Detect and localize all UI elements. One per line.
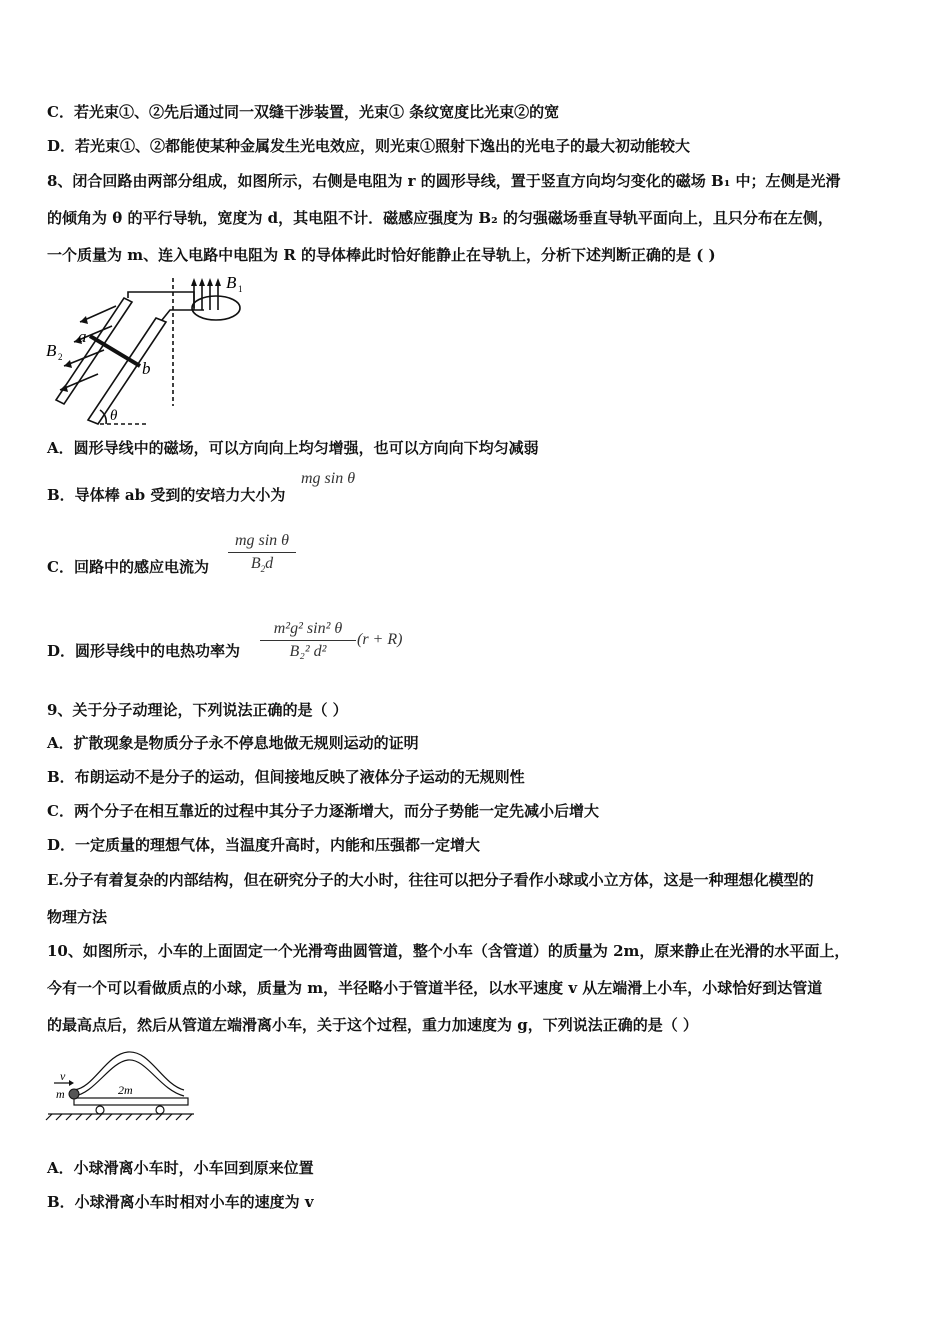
- q8-option-c: C．回路中的感应电流为: [47, 558, 209, 576]
- q8-stem-line2: 的倾角为 θ 的平行导轨，宽度为 d，其电阻不计．磁感应强度为 B₂ 的匀强磁场垂直导轨平面向上，且只分布在左侧，: [47, 209, 833, 227]
- q9-option-e-line2: 物理方法: [47, 908, 108, 926]
- q8-option-d: D．圆形导线中的电热功率为: [47, 642, 241, 660]
- q8-option-d-factor: (r + R): [357, 631, 403, 648]
- q10-stem-line3: 的最高点后，然后从管道左端滑离小车，关于这个过程，重力加速度为 g，下列说法正确的是（ ）: [47, 1016, 698, 1034]
- q8-option-d-denominator: B₂² d²: [289, 643, 327, 660]
- q8-option-b: B．导体棒 ab 受到的安培力大小为: [47, 486, 286, 504]
- q10-ball: [69, 1089, 79, 1099]
- q8-option-d-numerator: m²g² sin² θ: [273, 620, 343, 637]
- q9-stem: 9、关于分子动理论，下列说法正确的是（ ）: [47, 701, 348, 719]
- q8-label-theta: θ: [110, 408, 118, 424]
- q8-option-c-numerator: mg sin θ: [234, 532, 290, 549]
- q8-stem-line3: 一个质量为 m、连入电路中电阻为 R 的导体棒此时恰好能静止在导轨上，分析下述判断正确的是 ( ): [47, 246, 716, 264]
- q7-option-c: C．若光束①、②先后通过同一双缝干涉装置，光束① 条纹宽度比光束②的宽: [47, 103, 560, 121]
- q10-label-m: m: [56, 1087, 65, 1101]
- q8-option-d-fraction: [260, 618, 356, 663]
- q8-option-b-formula: mg sin θ: [301, 470, 356, 487]
- q8-option-c-denominator: $B_2d$: [250, 555, 274, 575]
- q8-label-b2-sub: 2: [58, 352, 63, 362]
- q8-option-a: A．圆形导线中的磁场，可以方向向上均匀增强，也可以方向向下均匀减弱: [47, 439, 539, 457]
- q9-option-a: A．扩散现象是物质分子永不停息地做无规则运动的证明: [47, 734, 419, 752]
- q8-label-b1: B: [226, 273, 237, 292]
- q10-label-v: v: [60, 1069, 66, 1083]
- q10-figure-cart-tube: [44, 1050, 214, 1124]
- q10-stem-line2: 今有一个可以看做质点的小球，质量为 m，半径略小于管道半径，以水平速度 v 从左端滑上小车，小球恰好到达管道: [47, 979, 823, 997]
- q8-label-b2: B: [46, 341, 57, 360]
- q8-option-c-fraction: [228, 530, 296, 580]
- q7-option-d: D．若光束①、②都能使某种金属发生光电效应，则光束①照射下逸出的光电子的最大初动能较大: [47, 137, 691, 155]
- q10-stem-line1: 10、如图所示，小车的上面固定一个光滑弯曲圆管道，整个小车（含管道）的质量为 2m，原来静止在光滑的水平面上，: [47, 942, 850, 960]
- q8-stem-line1: 8、闭合回路由两部分组成，如图所示，右侧是电阻为 r 的圆形导线，置于竖直方向均匀变化的磁场 B₁ 中；左侧是光滑: [47, 172, 841, 190]
- q10-label-cart-mass: 2m: [118, 1083, 133, 1097]
- q9-option-b: B．布朗运动不是分子的运动，但间接地反映了液体分子运动的无规则性: [47, 768, 525, 786]
- q9-option-d: D．一定质量的理想气体，当温度升高时，内能和压强都一定增大: [47, 836, 481, 854]
- q10-option-a: A．小球滑离小车时，小车回到原来位置: [47, 1159, 314, 1177]
- q9-option-c: C．两个分子在相互靠近的过程中其分子力逐渐增大，而分子势能一定先减小后增大: [47, 802, 599, 820]
- q8-label-b1-sub: 1: [238, 284, 243, 294]
- q8-label-b: b: [142, 359, 151, 378]
- q9-option-e-line1: E.分子有着复杂的内部结构，但在研究分子的大小时，往往可以把分子看作小球或小立方体，这是一种理想化模型的: [47, 871, 814, 889]
- q8-figure-rails-loop: [44, 270, 274, 428]
- q10-option-b: B．小球滑离小车时相对小车的速度为 v: [47, 1193, 314, 1211]
- q8-label-a: a: [78, 327, 87, 346]
